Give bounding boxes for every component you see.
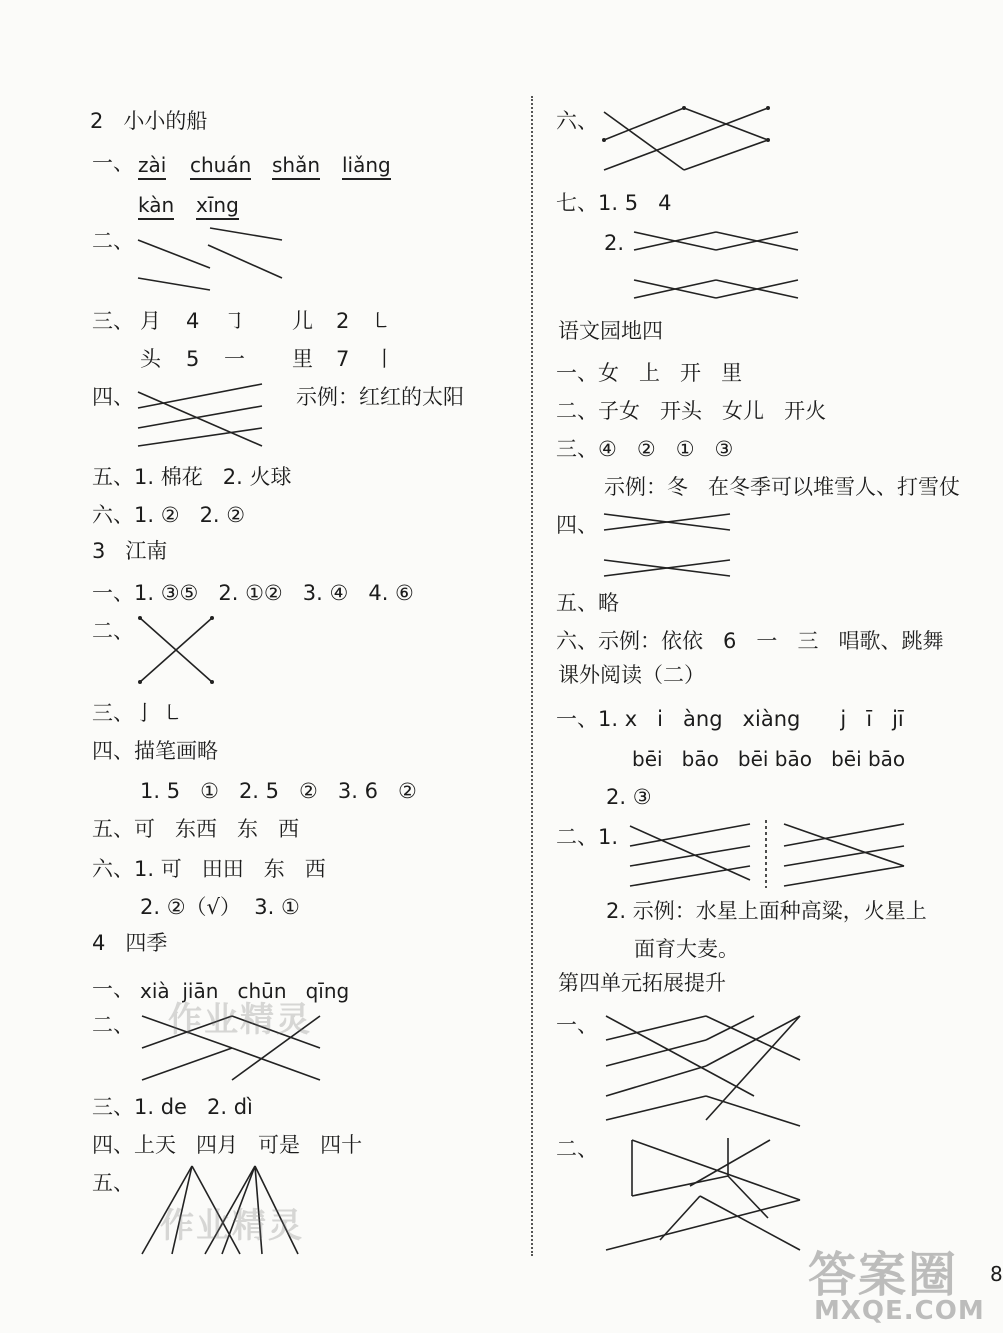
match-dot — [210, 616, 214, 620]
s2-q3-r1-c4: 儿 — [292, 309, 313, 333]
site-logo — [808, 1236, 998, 1330]
s3-q4-sub: 1. 5 ① 2. 5 ② 3. 6 ② — [140, 779, 417, 803]
match-dot — [766, 106, 770, 110]
match-line — [784, 866, 904, 886]
s4-q3: 三、1. de 2. dì — [92, 1095, 253, 1119]
s2-q1-pinyin-1 — [138, 152, 166, 178]
s3-title: 3 江南 — [92, 539, 168, 563]
match-line — [138, 278, 210, 290]
match-line — [210, 228, 282, 240]
watermark-text-2: 作业精灵 — [160, 1206, 304, 1246]
reading-title: 课外阅读（二） — [558, 663, 705, 687]
match-line — [784, 846, 904, 866]
s2-q1-pinyin-2 — [190, 152, 251, 178]
match-line — [630, 846, 750, 866]
s2-q3-r2-c3: 一 — [224, 347, 245, 371]
site-logo-text: 答案圈 — [808, 1247, 959, 1303]
pinyin-word: liǎng — [342, 153, 391, 180]
match-line — [232, 1048, 320, 1080]
s2-q3-r2-c4: 里 — [292, 347, 313, 371]
unit4-title: 第四单元拓展提升 — [558, 971, 726, 995]
r-q7: 七、1. 5 4 — [556, 191, 672, 215]
match-dot — [138, 680, 142, 684]
match-line — [660, 1196, 700, 1240]
match-dot — [210, 680, 214, 684]
match-line — [604, 140, 684, 170]
s2-q3-r1-c5: 2 — [336, 309, 350, 333]
s2-q1-label: 一、 — [92, 151, 134, 175]
s2-q2-label: 二、 — [92, 229, 134, 253]
match-dot — [682, 106, 686, 110]
s2-q3-r1-c2: 4 — [186, 309, 200, 333]
watermark-text-1: 作业精灵 — [168, 1000, 312, 1040]
match-line — [138, 384, 262, 408]
pinyin-word: shǎn — [272, 153, 320, 180]
match-line — [606, 1200, 800, 1250]
yuwen-q4-label: 四、 — [556, 513, 598, 537]
s4-q2-label: 二、 — [92, 1013, 134, 1037]
s2-q6: 六、1. ② 2. ② — [92, 503, 246, 527]
match-line — [142, 1048, 232, 1080]
match-line — [684, 140, 768, 170]
s2-title: 2 小小的船 — [90, 109, 208, 133]
match-line — [706, 1016, 800, 1066]
yuwen-q3: 三、④ ② ① ③ — [556, 437, 734, 461]
reading-q1-sub: 2. ③ — [606, 785, 652, 809]
s3-q6-sub: 2. ②（√） 3. ① — [140, 895, 300, 919]
s2-q1-pinyin-5 — [138, 192, 174, 218]
yuwen-title: 语文园地四 — [558, 319, 663, 343]
match-line — [728, 1176, 768, 1218]
s3-q1: 一、1. ③⑤ 2. ①② 3. ④ 4. ⑥ — [92, 581, 414, 605]
s3-q6: 六、1. 可 田田 东 西 — [92, 857, 326, 881]
unit4-q1-label: 一、 — [556, 1013, 598, 1037]
s2-q3-r2-c2: 5 — [186, 347, 200, 371]
match-dot — [766, 138, 770, 142]
s3-q3: 三、亅 ㇄ — [92, 701, 183, 725]
match-line — [138, 406, 262, 428]
s2-q3-r1-c1: 月 — [140, 309, 161, 333]
match-line — [138, 392, 262, 446]
match-line — [604, 112, 684, 170]
match-line — [606, 1096, 706, 1120]
match-line — [706, 1096, 800, 1126]
reading-q2-example-1: 2. 示例：水星上面种高粱，火星上 — [606, 899, 927, 923]
s2-q5: 五、1. 棉花 2. 火球 — [92, 465, 292, 489]
reading-q1-row2: bēi bāo bēi bāo bēi bāo — [632, 747, 906, 771]
pinyin-word: kàn — [138, 193, 174, 220]
s4-title: 4 四季 — [92, 931, 168, 955]
match-dot — [602, 138, 606, 142]
s2-q3-r2-c5: 7 — [336, 347, 350, 371]
s2-q1-pinyin-6 — [196, 192, 239, 218]
s4-q1-label: 一、 — [92, 977, 134, 1001]
s4-q1-pinyin: xià jiān chūn qīng — [140, 979, 350, 1003]
match-line — [606, 1066, 706, 1096]
r-q6-label: 六、 — [556, 109, 598, 133]
column-divider — [531, 96, 533, 1256]
yuwen-q1: 一、女 上 开 里 — [556, 361, 743, 385]
match-line — [604, 108, 684, 140]
match-line — [784, 824, 904, 866]
match-line — [630, 866, 750, 886]
match-line — [706, 1016, 800, 1120]
match-line — [630, 826, 750, 880]
match-line — [138, 428, 262, 446]
reading-q1: 一、1. x i àng xiàng j ī jī — [556, 707, 904, 731]
r-q7-sub: 2. — [604, 231, 625, 255]
pinyin-word: chuán — [190, 153, 251, 180]
reading-q2-label: 二、1. — [556, 825, 619, 849]
s2-q1-pinyin-4 — [342, 152, 391, 178]
s3-q2-label: 二、 — [92, 619, 134, 643]
yuwen-q6: 六、示例：依依 6 一 三 唱歌、跳舞 — [556, 629, 944, 653]
s3-q5: 五、可 东西 东 西 — [92, 817, 300, 841]
match-line — [606, 1016, 706, 1040]
yuwen-q5: 五、略 — [556, 591, 619, 615]
unit4-q2-matching-lines — [0, 0, 1, 1]
s2-q3-r1-c3: ㇆ — [224, 309, 245, 333]
match-line — [632, 1176, 728, 1196]
match-line — [630, 824, 750, 846]
s2-q4-example: 示例：红红的太阳 — [296, 385, 464, 409]
s4-q4: 四、上天 四月 可是 四十 — [92, 1133, 363, 1157]
s2-q3-r1-c6: ㇄ — [370, 309, 391, 333]
s4-q5-label: 五、 — [92, 1171, 134, 1195]
pinyin-word: zài — [138, 153, 166, 180]
match-line — [138, 240, 210, 268]
match-line — [208, 245, 282, 278]
s2-q3-r2-c1: 头 — [140, 347, 161, 371]
match-dot — [138, 616, 142, 620]
unit4-q2-label: 二、 — [556, 1137, 598, 1161]
s2-q4-label: 四、 — [92, 385, 134, 409]
site-logo-url: MXQE.COM — [814, 1296, 985, 1326]
s2-q3-label: 三、 — [92, 309, 134, 333]
reading-q2-example-2: 面育大麦。 — [634, 937, 739, 961]
page-number: 8 — [990, 1262, 1003, 1286]
yuwen-q3-example: 示例：冬 在冬季可以堆雪人、打雪仗 — [604, 475, 961, 499]
yuwen-q2: 二、子女 开头 女儿 开火 — [556, 399, 827, 423]
pinyin-word: xīng — [196, 193, 239, 220]
s3-q4: 四、描笔画略 — [92, 739, 218, 763]
s2-q1-pinyin-3 — [272, 152, 320, 178]
match-line — [784, 824, 904, 846]
s2-q3-r2-c6: 丨 — [374, 347, 395, 371]
